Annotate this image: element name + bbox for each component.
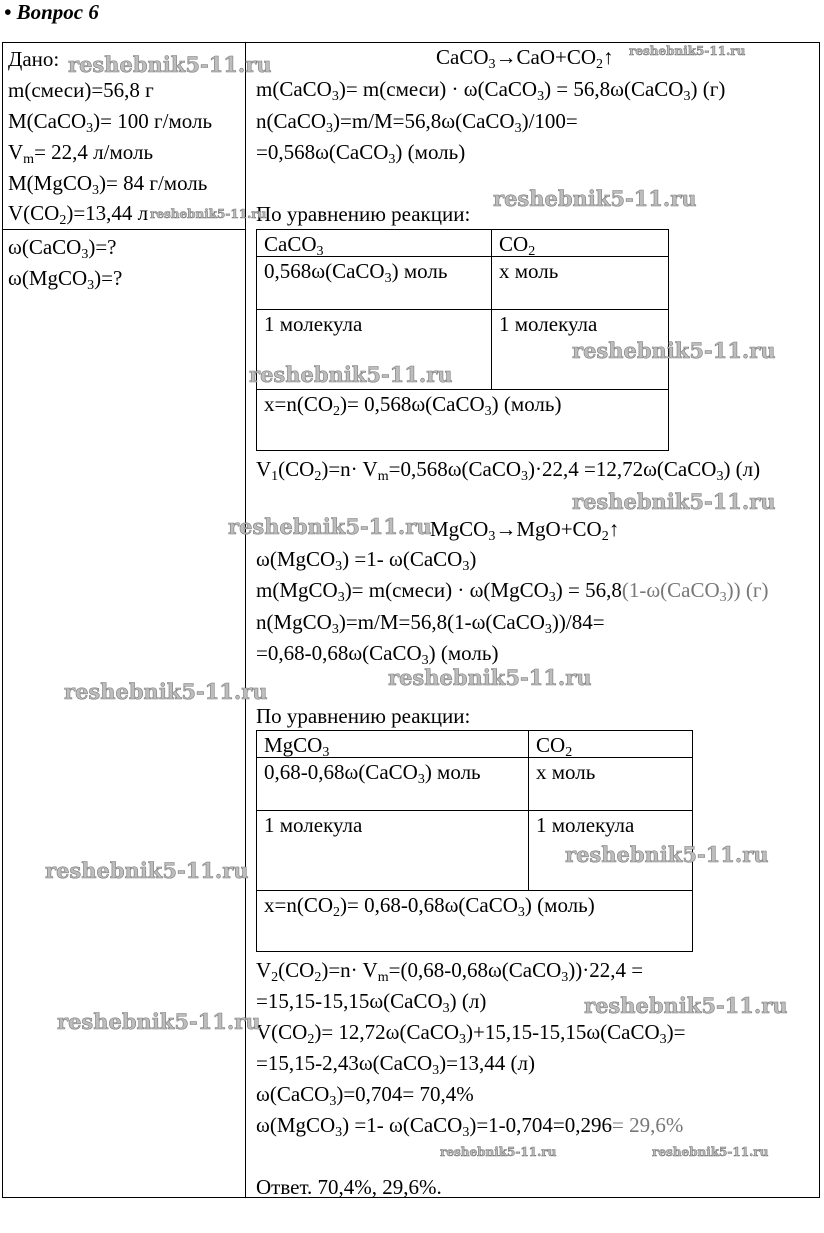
watermark: reshebnik5-11.ru [652,1145,769,1159]
table2-result: $x=n(CO_2)=$ 0,68-0,68ω(CaCO$_3$) (моль) [257,891,693,952]
table1-ratio-co2: 1 молекула [492,310,669,390]
table1-moles-caco3: 0,568ω(CaCO$_3$) моль [257,257,492,310]
table1-ratio-caco3: 1 молекула [257,310,492,390]
table2-ratio-co2: 1 молекула [529,811,693,891]
given-molar-mass-caco3: M(CaCO$_3$)= 100 г/моль [8,109,213,136]
answer-line: Ответ. 70,4%, 29,6%. [256,1175,442,1199]
table2-header-mgco3: MgCO$_3$ [257,731,529,758]
table1-header-co2: $CO_2$ [492,230,669,257]
table2-header-co2: $CO_2$ [529,731,693,758]
question-heading: • Вопрос 6 [4,0,99,24]
watermark: reshebnik5-11.ru [228,514,432,539]
fraction-mgco3-line: ω(MgCO$_3$) =1- ω(CaCO$_3$) [256,547,477,574]
ratio-table-2 [256,730,693,952]
table2-moles-co2: x моль [529,758,693,811]
watermark: reshebnik5-11.ru [572,338,776,363]
watermark: reshebnik5-11.ru [150,207,267,221]
watermark: reshebnik5-11.ru [57,1009,261,1034]
mass-mgco3-line: m(MgCO$_3$)= m(смеси) · ω(MgCO$_3$) = 56,8(1-ω(CaCO$_3$)) (г) [256,578,769,605]
given-molar-mass-mgco3: M(MgCO$_3$)= 84 г/моль [8,171,208,198]
by-equation-label-2: По уравнению реакции: [256,704,471,728]
watermark: reshebnik5-11.ru [584,993,788,1018]
table1-result: $x=n(CO_2)=$ 0,568ω(CaCO$_3$) (моль) [257,390,669,451]
volume1-line: $V_1(CO_2)=n\cdot$ $V_m=0,568\omega(CaCO_3)\cdot 22,4$ =12,72ω(CaCO$_3$) (л) [256,457,761,484]
table2-ratio-mgco3: 1 молекула [257,811,529,891]
given-divider [2,229,246,230]
given-molar-volume: $V_m= 22,4$ л/моль [8,140,154,167]
reaction-equation-1: $CaCO_3\to CaO+CO_2↑$ [436,45,614,72]
by-equation-label-1: По уравнению реакции: [256,202,471,226]
total-volume-result: =15,15-2,43ω(CaCO$_3$)=13,44 (л) [256,1051,535,1078]
watermark: reshebnik5-11.ru [572,489,776,514]
moles-mgco3-result: =0,68-0,68ω(CaCO$_3$) (моль) [256,641,499,668]
watermark: reshebnik5-11.ru [388,665,592,690]
table1-moles-co2: x моль [492,257,669,310]
watermark: reshebnik5-11.ru [629,44,746,58]
watermark: reshebnik5-11.ru [493,186,697,211]
given-volume-co2: $V(CO_2)=13,44$ л [8,201,149,228]
watermark: reshebnik5-11.ru [68,52,272,77]
reaction-equation-2: $MgCO_3\to MgO+CO_2↑$ [430,517,620,544]
watermark: reshebnik5-11.ru [249,362,453,387]
watermark: reshebnik5-11.ru [45,858,249,883]
find-caco3: ω(CaCO$_3$)=? [8,235,117,262]
fraction-mgco3-result: ω(MgCO$_3$) =1- ω(CaCO$_3$)=1-0,704=0,296= 29,6% [256,1113,684,1140]
watermark: reshebnik5-11.ru [440,1145,557,1159]
fraction-caco3-result: ω(CaCO$_3$)=0,704= 70,4% [256,1082,474,1109]
given-label: Дано: [8,47,60,71]
table1-header-caco3: CaCO$_3$ [257,230,492,257]
mass-caco3-line: m(CaCO$_3$)= m(смеси) · ω(CaCO$_3$) = 56,8ω(CaCO$_3$) (г) [256,77,726,104]
moles-caco3-result: =0,568ω(CaCO$_3$) (моль) [256,140,466,167]
moles-caco3-line: n(CaCO$_3$)=m/M=56,8ω(CaCO$_3$)/100= [256,109,578,136]
watermark: reshebnik5-11.ru [565,842,769,867]
find-mgco3: ω(MgCO$_3$)=? [8,266,123,293]
moles-mgco3-line: n(MgCO$_3$)=m/M=56,8(1-ω(CaCO$_3$))/84= [256,610,605,637]
given-mass: m(смеси)=56,8 г [8,78,154,102]
table2-moles-mgco3: 0,68-0,68ω(CaCO$_3$) моль [257,758,529,811]
volume2-result: =15,15-15,15ω(CaCO$_3$) (л) [256,989,487,1016]
volume2-line: $V_2(CO_2)=n\cdot$ $V_m=(0,68-0,68\omega(CaCO_3))\cdot 22,4$ = [256,958,644,985]
watermark: reshebnik5-11.ru [64,679,268,704]
total-volume-line: $V(CO_2)=$ 12,72ω(CaCO$_3$)+15,15-15,15ω(CaCO$_3$)= [256,1020,686,1047]
